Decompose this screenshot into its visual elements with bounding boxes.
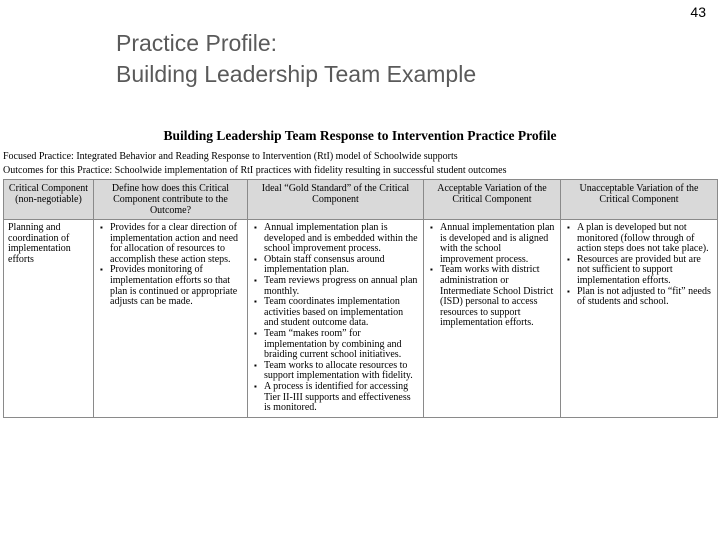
outcomes-text: Schoolwide implementation of RtI practices with fidelity resulting in successful student outcomes xyxy=(114,165,507,176)
page-number: 43 xyxy=(690,4,706,20)
focused-practice-label: Focused Practice: xyxy=(3,151,74,162)
practice-profile-table xyxy=(3,179,718,418)
list-item: ▪ Provides monitoring of implementation efforts so that plan is continued or appropriate adjusts can be made. xyxy=(110,265,243,307)
header-contribution: Define how does this Critical Component contribute to the Outcome? xyxy=(94,180,248,220)
ideal-cell xyxy=(248,220,424,418)
slide-title xyxy=(116,28,476,90)
list-item: ▪ Annual implementation plan is developed and is embedded within the school improvement process. xyxy=(264,223,419,255)
table-header-row xyxy=(4,180,718,220)
ideal-list xyxy=(252,223,419,414)
document-title: Building Leadership Team Response to Intervention Practice Profile xyxy=(163,128,557,143)
header-critical-component: Critical Component (non-negotiable) xyxy=(4,180,94,220)
list-item: ▪ Annual implementation plan is developed and is aligned with the school improvement process. xyxy=(440,223,556,265)
header-acceptable: Acceptable Variation of the Critical Component xyxy=(424,180,561,220)
list-item: ▪ Plan is not adjusted to “fit” needs of students and school. xyxy=(577,287,713,308)
unacceptable-cell xyxy=(561,220,718,418)
header-unacceptable: Unacceptable Variation of the Critical Component xyxy=(561,180,718,220)
acceptable-list xyxy=(428,223,556,329)
list-item: ▪ A plan is developed but not monitored (follow through of action steps does not take place). xyxy=(577,223,713,255)
list-item: ▪ Team coordinates implementation activities based on implementation and student outcome data. xyxy=(264,297,419,329)
outcomes-label: Outcomes for this Practice: xyxy=(3,165,113,176)
list-item: ▪ Team works to allocate resources to support implementation with fidelity. xyxy=(264,361,419,382)
list-item: ▪ Provides for a clear direction of implementation action and need for allocation of resources to accomplish these action steps. xyxy=(110,223,243,265)
header-ideal: Ideal “Gold Standard” of the Critical Component xyxy=(248,180,424,220)
slide-title-line-2: Building Leadership Team Example xyxy=(116,61,477,87)
practice-profile-document xyxy=(3,128,717,418)
outcomes-line xyxy=(3,164,717,178)
table-row xyxy=(4,220,718,418)
contribution-list xyxy=(98,223,243,308)
component-cell: Planning and coordination of implementation efforts xyxy=(4,220,94,418)
focused-practice-line xyxy=(3,150,717,164)
list-item: ▪ Obtain staff consensus around implementation plan. xyxy=(264,255,419,276)
contribution-cell xyxy=(94,220,248,418)
list-item: ▪ A process is identified for accessing Tier II-III supports and effectiveness is monitored. xyxy=(264,382,419,414)
list-item: ▪ Resources are provided but are not sufficient to support implementation efforts. xyxy=(577,255,713,287)
focused-practice-text: Integrated Behavior and Reading Response to Intervention (RtI) model of Schoolwide supports xyxy=(76,151,458,162)
acceptable-cell xyxy=(424,220,561,418)
list-item: ▪ Team “makes room” for implementation by combining and braiding current school initiatives. xyxy=(264,329,419,361)
slide-title-line-1: Practice Profile: xyxy=(116,30,278,56)
list-item: ▪ Team reviews progress on annual plan monthly. xyxy=(264,276,419,297)
list-item: ▪ Team works with district administration or Intermediate School District (ISD) personal to access resources to support implementation efforts. xyxy=(440,265,556,329)
unacceptable-list xyxy=(565,223,713,308)
